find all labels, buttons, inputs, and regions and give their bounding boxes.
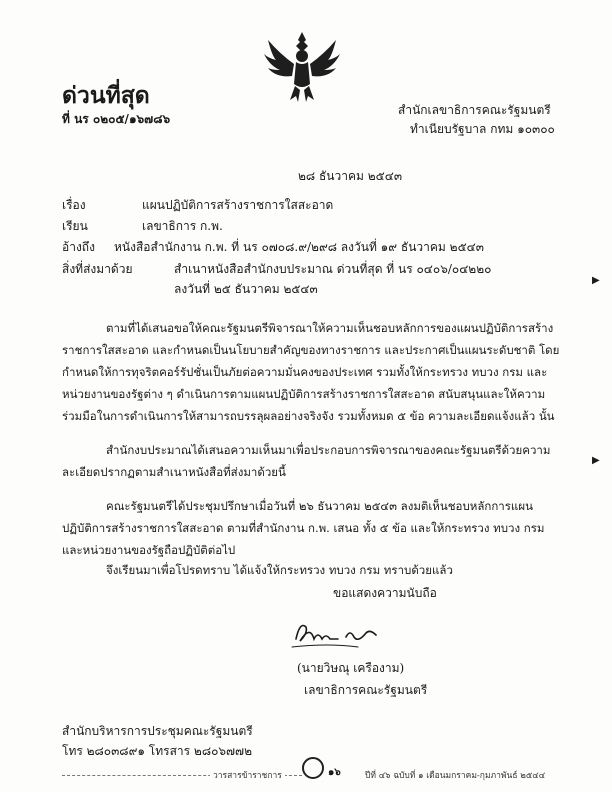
subject-value: แผนปฏิบัติการสร้างราชการใสสะอาด: [142, 198, 334, 212]
paragraph-line: กำหนดให้การทุจริตคอร์รัปชั่นเป็นภัยต่อความมั่นคงของประเทศ รวมทั้งให้กระทรวง ทบวง กรม และ: [62, 365, 548, 379]
office-address: ทำเนียบรัฐบาล กทม ๑๐๓๐๐: [410, 122, 555, 136]
handwritten-signature-icon: [288, 617, 383, 655]
to-label: เรียน: [62, 219, 88, 233]
paragraph-line: ร่วมมือในการดำเนินการให้สามารถบรรลุผลอย่างจริงจัง รวมทั้งหมด ๕ ข้อ ความละเอียดแจ้งแล้ว นั้น: [62, 409, 555, 423]
to-value: เลขาธิการ ก.พ.: [142, 219, 223, 233]
paragraph-line: ละเอียดปรากฏตามสำเนาหนังสือที่ส่งมาด้วยนี้: [62, 465, 286, 479]
document-number: ที่ นร ๐๒๐๕/๑๖๗๘๖: [62, 112, 171, 126]
enclosure-date: ลงวันที่ ๒๕ ธันวาคม ๒๕๔๓: [174, 282, 318, 296]
paragraph-line: คณะรัฐมนตรีได้ประชุมปรึกษาเมื่อวันที่ ๒๖ ธันวาคม ๒๕๔๓ ลงมติเห็นชอบหลักการแผน: [106, 499, 533, 513]
signatory-position: เลขาธิการคณะรัฐมนตรี: [304, 683, 428, 697]
paragraph-line: และหน่วยงานของรัฐถือปฏิบัติต่อไป: [62, 543, 236, 557]
paragraph-line: จึงเรียนมาเพื่อโปรดทราบ ได้แจ้งให้กระทรวง ทบวง กรม ทราบด้วยแล้ว: [106, 563, 453, 577]
garuda-emblem-icon: [262, 30, 342, 104]
paragraph-line: ปฏิบัติการสร้างราชการใสสะอาด ตามที่สำนักงาน ก.พ. เสนอ ทั้ง ๕ ข้อ และให้กระทรวง ทบวง กรม: [62, 521, 545, 535]
reference-label: อ้างถึง: [62, 240, 95, 254]
enclosure-value: สำเนาหนังสือสำนักงบประมาณ ด่วนที่สุด ที่ นร ๐๔๐๖/๐๔๒๒๐: [174, 262, 492, 276]
issue-info: ปีที่ ๔๖ ฉบับที่ ๑ เดือนมกราคม-กุมภาพันธ์ ๒๕๔๔: [365, 771, 546, 781]
issuing-office: สำนักเลขาธิการคณะรัฐมนตรี: [398, 103, 551, 117]
paragraph-line: ตามที่ได้เสนอขอให้คณะรัฐมนตรีพิจารณาให้ความเห็นชอบหลักการของแผนปฏิบัติการสร้าง: [106, 321, 554, 335]
paragraph-line: ราชการใสสะอาด และกำหนดเป็นนโยบายสำคัญของทางราชการ และประกาศเป็นแผนระดับชาติ โดย: [62, 343, 560, 357]
closing-phrase: ขอแสดงความนับถือ: [333, 586, 437, 600]
scan-mark-icon: ▶: [592, 455, 600, 466]
urgency-heading: ด่วนที่สุด: [62, 83, 150, 109]
page-number: ๑๖: [328, 767, 341, 778]
contact-department: สำนักบริหารการประชุมคณะรัฐมนตรี: [62, 724, 253, 738]
reference-value: หนังสือสำนักงาน ก.พ. ที่ นร ๐๗๐๘.๙/๒๙๘ ลงวันที่ ๑๙ ธันวาคม ๒๕๔๓: [114, 240, 484, 254]
contact-phone: โทร ๒๘๐๓๘๙๑ โทรสาร ๒๘๐๖๗๗๒: [62, 744, 252, 758]
enclosure-label: สิ่งที่ส่งมาด้วย: [62, 262, 133, 276]
journal-name: วารสารข้าราชการ: [210, 768, 285, 782]
journal-logo-icon: [302, 757, 324, 779]
paragraph-line: หน่วยงานของรัฐต่าง ๆ ดำเนินการตามแผนปฏิบัติการสร้างราชการใสสะอาด สนับสนุนและให้ความ: [62, 387, 546, 401]
signatory-name: (นายวิษณุ เครืองาม): [297, 661, 405, 675]
subject-label: เรื่อง: [62, 198, 86, 212]
document-date: ๒๘ ธันวาคม ๒๕๔๓: [298, 169, 403, 183]
scan-mark-icon: ▶: [592, 275, 600, 286]
paragraph-line: สำนักงบประมาณได้เสนอความเห็นมาเพื่อประกอบการพิจารณาของคณะรัฐมนตรีด้วยความ: [106, 443, 551, 457]
